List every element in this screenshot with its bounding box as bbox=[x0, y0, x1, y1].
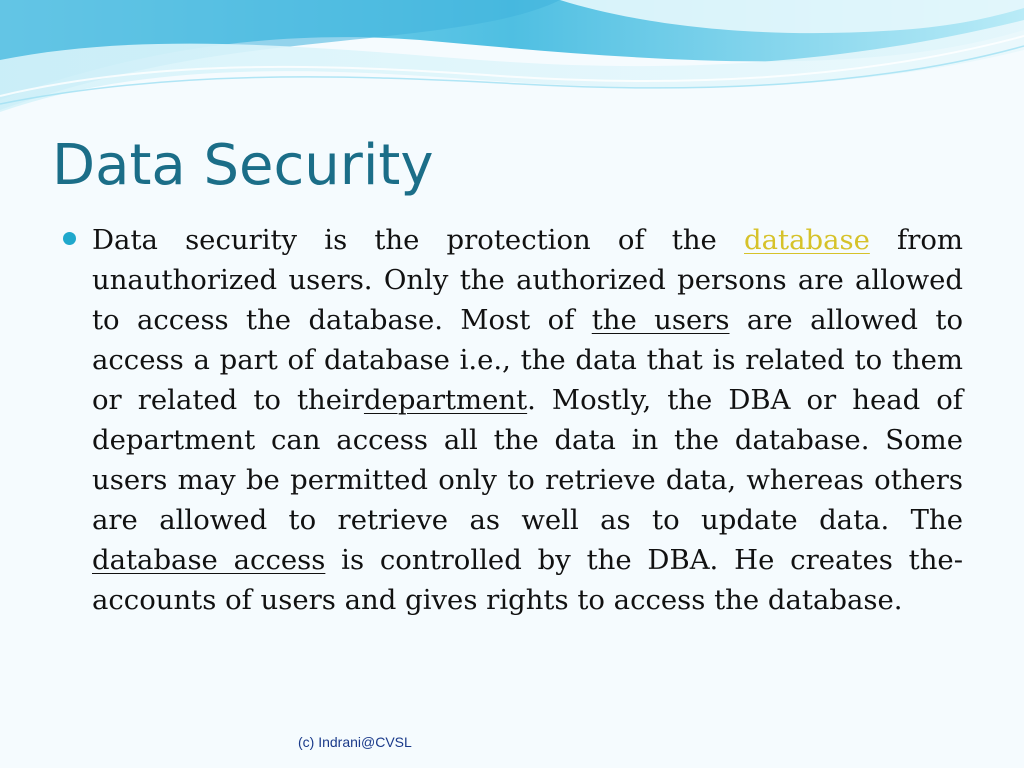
text-run: from unauthorized users. Only the authorized persons are allowed to access the database. Most of bbox=[92, 224, 963, 336]
link-database-access[interactable]: database access bbox=[92, 544, 326, 576]
footer-copyright: (c) Indrani@CVSL bbox=[298, 734, 412, 750]
text-run: Data security is the protection of the bbox=[92, 224, 745, 256]
link-the-users[interactable]: the users bbox=[591, 304, 730, 336]
link-database[interactable]: database bbox=[744, 224, 870, 256]
slide-title: Data Security bbox=[52, 133, 434, 198]
text-run: are allowed to access a part of database i.e., the data that is related to them or related to their bbox=[92, 304, 964, 416]
header-wave-decoration bbox=[0, 0, 1024, 120]
text-run: . Mostly, the DBA or head of department can access all the data in the database. Some users may be permitted only to retrieve data, whereas others are allowed to retrieve as well as to update data. The bbox=[92, 384, 963, 536]
text-run: is controlled by the DBA. He creates the-accounts of users and gives rights to access the database. bbox=[92, 544, 963, 616]
bullet-icon bbox=[63, 232, 76, 245]
link-department[interactable]: department bbox=[363, 384, 528, 416]
bullet-text bbox=[92, 220, 963, 620]
